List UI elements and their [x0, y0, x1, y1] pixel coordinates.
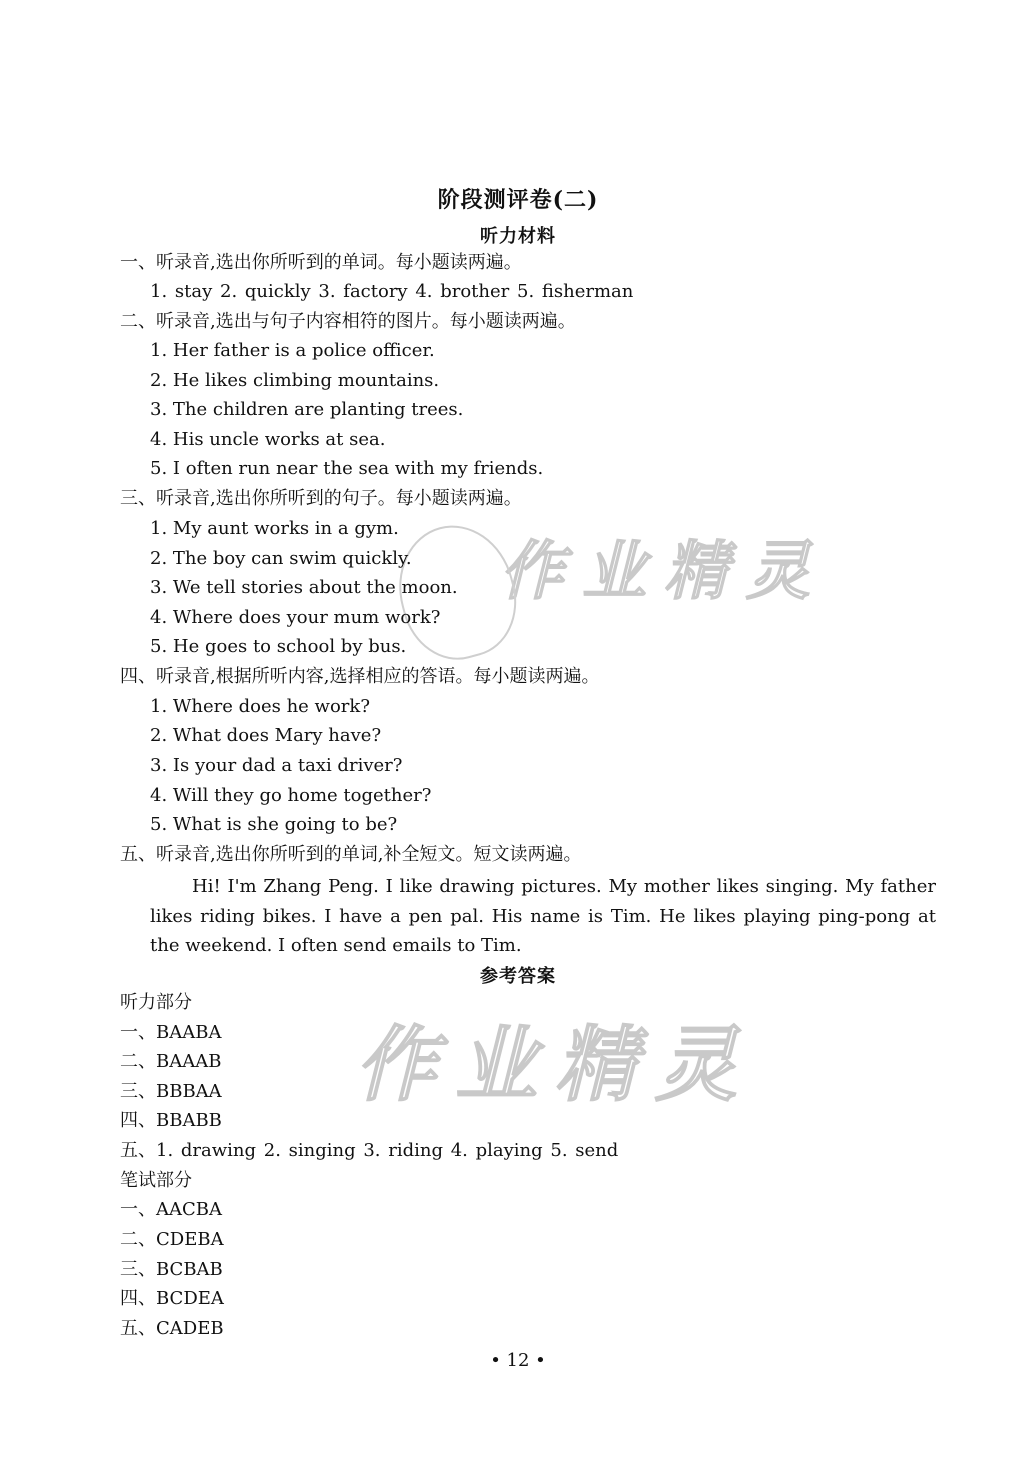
section-3-item: 4. Where does your mum work?	[150, 607, 441, 628]
answers-heading: 参考答案	[480, 966, 556, 987]
section-2-item: 3. The children are planting trees.	[150, 399, 464, 420]
section-2-item: 1. Her father is a police officer.	[150, 340, 435, 361]
section-3-item: 2. The boy can swim quickly.	[150, 548, 412, 569]
answer-line: 五、1. drawing 2. singing 3. riding 4. playing 5. send	[120, 1140, 619, 1161]
section-3-item: 1. My aunt works in a gym.	[150, 518, 399, 539]
section-2-item: 4. His uncle works at sea.	[150, 429, 386, 450]
answer-line: 笔试部分	[120, 1170, 192, 1191]
section-4-item: 5. What is she going to be?	[150, 814, 398, 835]
section-2-label: 二、听录音,选出与句子内容相符的图片。每小题读两遍。	[120, 311, 576, 332]
section-2-item: 2. He likes climbing mountains.	[150, 370, 440, 391]
answer-line: 四、BBABB	[120, 1110, 222, 1131]
section-3-item: 5. He goes to school by bus.	[150, 636, 407, 657]
answer-line: 二、BAAAB	[120, 1051, 222, 1072]
page-title: 阶段测评卷(二)	[437, 187, 599, 213]
section-1-words: 1. stay 2. quickly 3. factory 4. brother 5. fisherman	[150, 281, 634, 302]
answer-line: 五、CADEB	[120, 1318, 224, 1339]
answer-line: 二、CDEBA	[120, 1229, 224, 1250]
passage-text: Hi! I'm Zhang Peng. I like drawing pictures. My mother likes singing. My father likes riding bikes. I have a pen pal. His name is Tim. He likes playing ping-pong at the weekend. I often send emails to Tim.	[150, 876, 936, 957]
watermark-logo: 作业精灵	[500, 535, 828, 609]
answer-line: 三、BBBAA	[120, 1081, 222, 1102]
section-4-item: 1. Where does he work?	[150, 696, 370, 717]
section-4-item: 3. Is your dad a taxi driver?	[150, 755, 403, 776]
answer-line: 听力部分	[120, 992, 192, 1013]
listening-heading: 听力材料	[480, 226, 556, 247]
section-2-item: 5. I often run near the sea with my friends.	[150, 458, 544, 479]
section-3-label: 三、听录音,选出你所听到的句子。每小题读两遍。	[120, 488, 522, 509]
section-4-item: 4. Will they go home together?	[150, 785, 432, 806]
answer-line: 一、BAABA	[120, 1022, 222, 1043]
answer-line: 一、AACBA	[120, 1199, 222, 1220]
page-number: • 12 •	[490, 1350, 546, 1371]
answer-line: 三、BCBAB	[120, 1259, 223, 1280]
section-1-label: 一、听录音,选出你所听到的单词。每小题读两遍。	[120, 252, 522, 273]
answer-line: 四、BCDEA	[120, 1288, 224, 1309]
section-4-label: 四、听录音,根据所听内容,选择相应的答语。每小题读两遍。	[120, 666, 600, 687]
section-5-label: 五、听录音,选出你所听到的单词,补全短文。短文读两遍。	[120, 844, 582, 865]
watermark-logo-lower: 作业精灵	[355, 1018, 755, 1113]
section-4-item: 2. What does Mary have?	[150, 725, 382, 746]
section-3-item: 3. We tell stories about the moon.	[150, 577, 458, 598]
